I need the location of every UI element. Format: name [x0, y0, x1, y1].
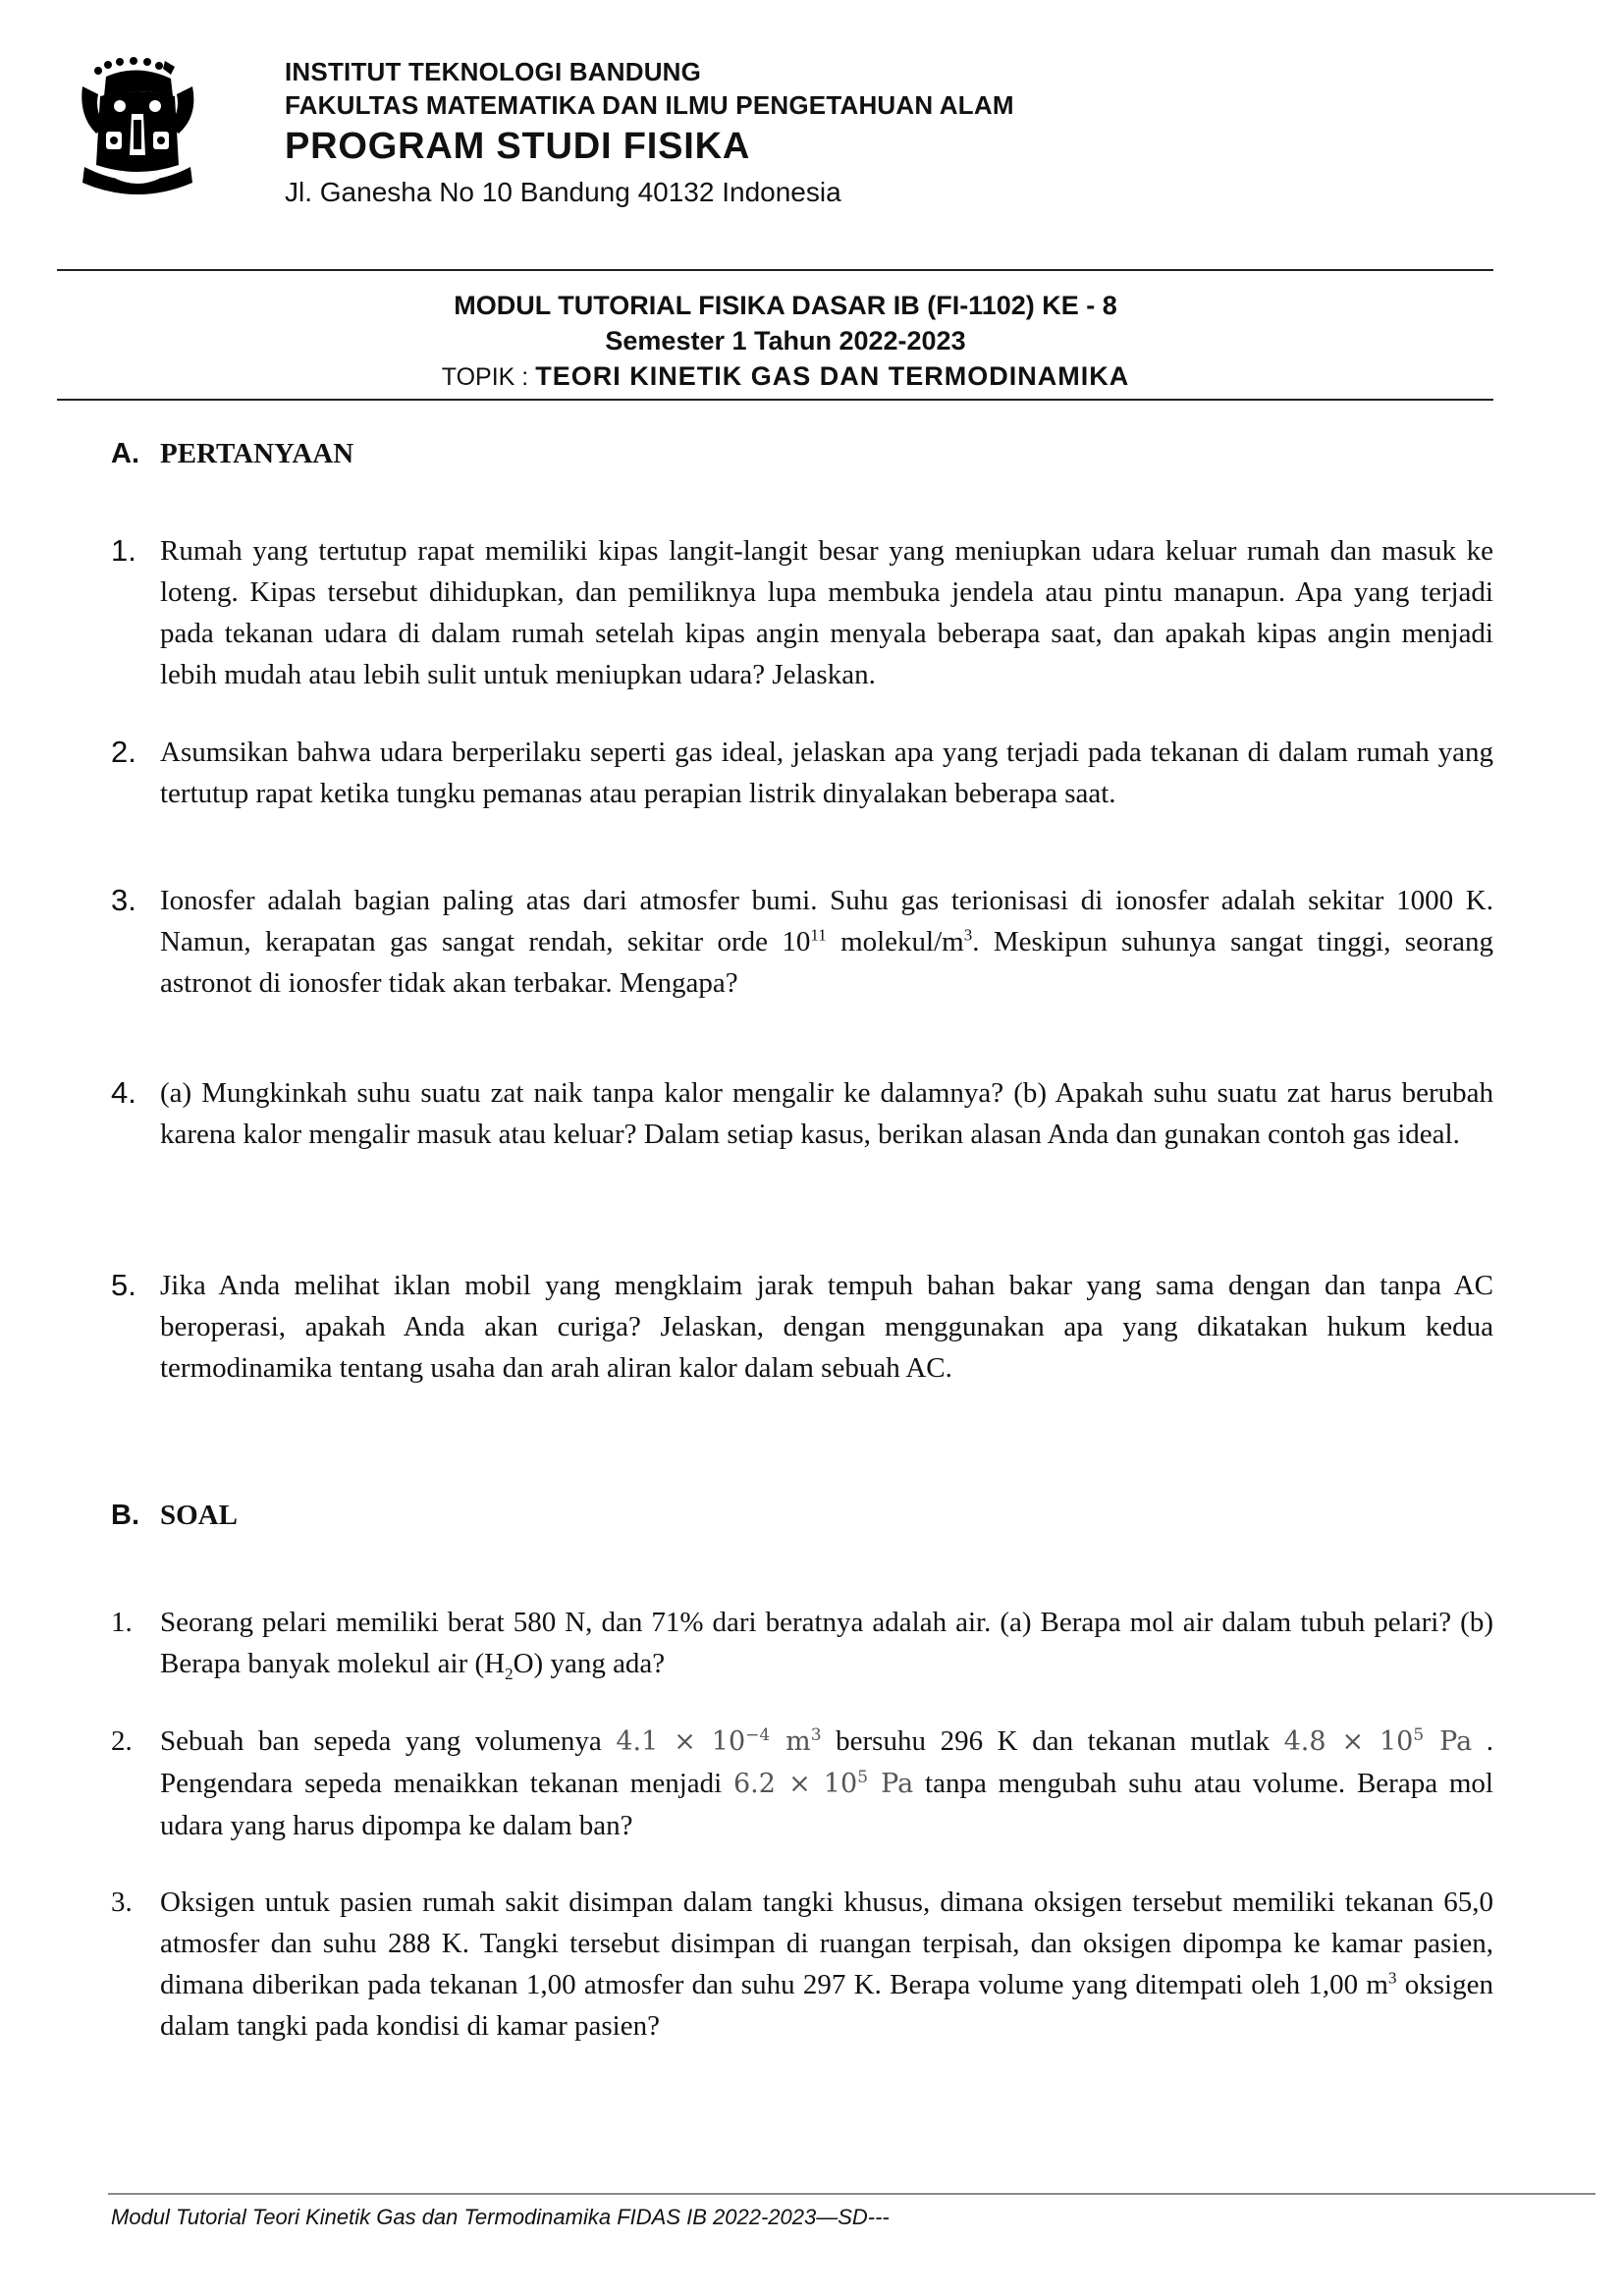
- topic: TEORI KINETIK GAS DAN TERMODINAMIKA: [535, 361, 1130, 391]
- question-1-number: 1.: [111, 533, 136, 568]
- problem-2-text: Sebuah ban sepeda yang volumenya $4.1 \times 10^{-4}$ $m^3$ bersuhu 296 K dan tekanan mutlak $4.8 \times 10^5$ Pa . Pengendara sepeda menaikkan tekanan menjadi $6.2 \times 10^5$ Pa tanpa mengubah suhu atau volume. Berapa mol udara yang harus dipompa ke dalam ban?: [160, 1725, 1494, 1841]
- question-3-text: Ionosfer adalah bagian paling atas dari atmosfer bumi. Suhu gas terionisasi di ionosfer adalah sekitar 1000 K. Namun, kerapatan gas sangat rendah, sekitar orde $10^{11}$ molekul/$m^3$. Meskipun suhunya sangat tinggi, seorang astronot di ionosfer tidak akan terbakar. Mengapa?: [160, 885, 1493, 999]
- semester: Semester 1 Tahun 2022-2023: [605, 326, 966, 355]
- faculty-name: FAKULTAS MATEMATIKA DAN ILMU PENGETAHUAN ALAM: [285, 90, 1014, 120]
- problem-2: [111, 1721, 1493, 1846]
- question-4-number: 4.: [111, 1075, 136, 1110]
- section-b-heading: [111, 1500, 238, 1532]
- question-2-number: 2.: [111, 735, 136, 769]
- question-4: [111, 1072, 1493, 1155]
- module-title: MODUL TUTORIAL FISIKA DASAR IB (FI-1102) KE - 8: [454, 291, 1117, 320]
- question-2: [111, 732, 1493, 814]
- question-5-number: 5.: [111, 1268, 136, 1302]
- question-1-text: Rumah yang tertutup rapat memiliki kipas langit-langit besar yang meniupkan udara keluar rumah dan masuk ke loteng. Kipas tersebut dihidupkan, dan pemiliknya lupa membuka jendela atau pintu manapun. Apa yang terjadi pada tekanan udara di dalam rumah setelah kipas angin menyala beberapa saat, dan apakah kipas angin menjadi lebih mudah atau lebih sulit untuk meniupkan udara? Jelaskan.: [160, 535, 1493, 690]
- question-5-text: Jika Anda melihat iklan mobil yang mengklaim jarak tempuh bahan bakar yang sama dengan dan tanpa AC beroperasi, apakah Anda akan curiga? Jelaskan, dengan menggunakan apa yang dikatakan hukum kedua termodinamika tentang usaha dan arah aliran kalor dalam sebuah AC.: [160, 1270, 1493, 1384]
- topic-line: [0, 361, 1571, 392]
- initial-pressure-value: $4.8 \times 10^5$ Pa: [1283, 1725, 1473, 1757]
- itb-logo: [77, 57, 198, 202]
- problem-1-number: 1.: [111, 1607, 133, 1638]
- section-a-name: PERTANYAAN: [160, 438, 354, 469]
- section-b-name: SOAL: [160, 1500, 238, 1531]
- footer-text: Modul Tutorial Teori Kinetik Gas dan Termodinamika FIDAS IB 2022-2023—SD---: [111, 2205, 890, 2229]
- footer-divider: [108, 2193, 1596, 2195]
- question-4-text: (a) Mungkinkah suhu suatu zat naik tanpa kalor mengalir ke dalamnya? (b) Apakah suhu suatu zat harus berubah karena kalor mengalir masuk atau keluar? Dalam setiap kasus, berikan alasan Anda dan gunakan contoh gas ideal.: [160, 1077, 1493, 1150]
- title-divider: [57, 399, 1493, 401]
- section-a-letter: A.: [111, 438, 139, 469]
- header-divider: [57, 269, 1493, 271]
- institution-name: INSTITUT TEKNOLOGI BANDUNG: [285, 57, 702, 86]
- problem-2-number: 2.: [111, 1725, 133, 1757]
- problem-3: [111, 1882, 1493, 2047]
- problem-3-number: 3.: [111, 1886, 133, 1918]
- final-pressure-value: $6.2 \times 10^5$ Pa: [733, 1768, 914, 1799]
- question-2-text: Asumsikan bahwa udara berperilaku seperti gas ideal, jelaskan apa yang terjadi pada tekanan di dalam rumah yang tertutup rapat ketika tungku pemanas atau perapian listrik dinyalakan beberapa saat.: [160, 737, 1493, 809]
- problem-1: [111, 1602, 1493, 1684]
- section-a-heading: [111, 438, 353, 470]
- volume-value: $4.1 \times 10^{-4}$ $m^3$: [616, 1725, 822, 1757]
- question-3-number: 3.: [111, 883, 136, 917]
- program-name: PROGRAM STUDI FISIKA: [285, 126, 751, 167]
- question-1: [111, 530, 1493, 695]
- problem-1-text: Seorang pelari memiliki berat 580 N, dan 71% dari beratnya adalah air. (a) Berapa mol air dalam tubuh pelari? (b) Berapa banyak molekul air $(H_2O)$ yang ada?: [160, 1607, 1493, 1683]
- problem-3-text: Oksigen untuk pasien rumah sakit disimpan dalam tangki khusus, dimana oksigen tersebut memiliki tekanan 65,0 atmosfer dan suhu 288 K. Tangki tersebut disimpan di ruangan terpisah, dan oksigen dipompa ke kamar pasien, dimana diberikan pada tekanan 1,00 atmosfer dan suhu 297 K. Berapa volume yang ditempati oleh 1,00 $m^3$ oksigen dalam tangki pada kondisi di kamar pasien?: [160, 1886, 1493, 2042]
- question-5: [111, 1265, 1493, 1389]
- question-3: [111, 880, 1493, 1004]
- topic-label: TOPIK :: [441, 363, 536, 391]
- section-b-letter: B.: [111, 1500, 139, 1531]
- address: Jl. Ganesha No 10 Bandung 40132 Indonesia: [285, 177, 841, 207]
